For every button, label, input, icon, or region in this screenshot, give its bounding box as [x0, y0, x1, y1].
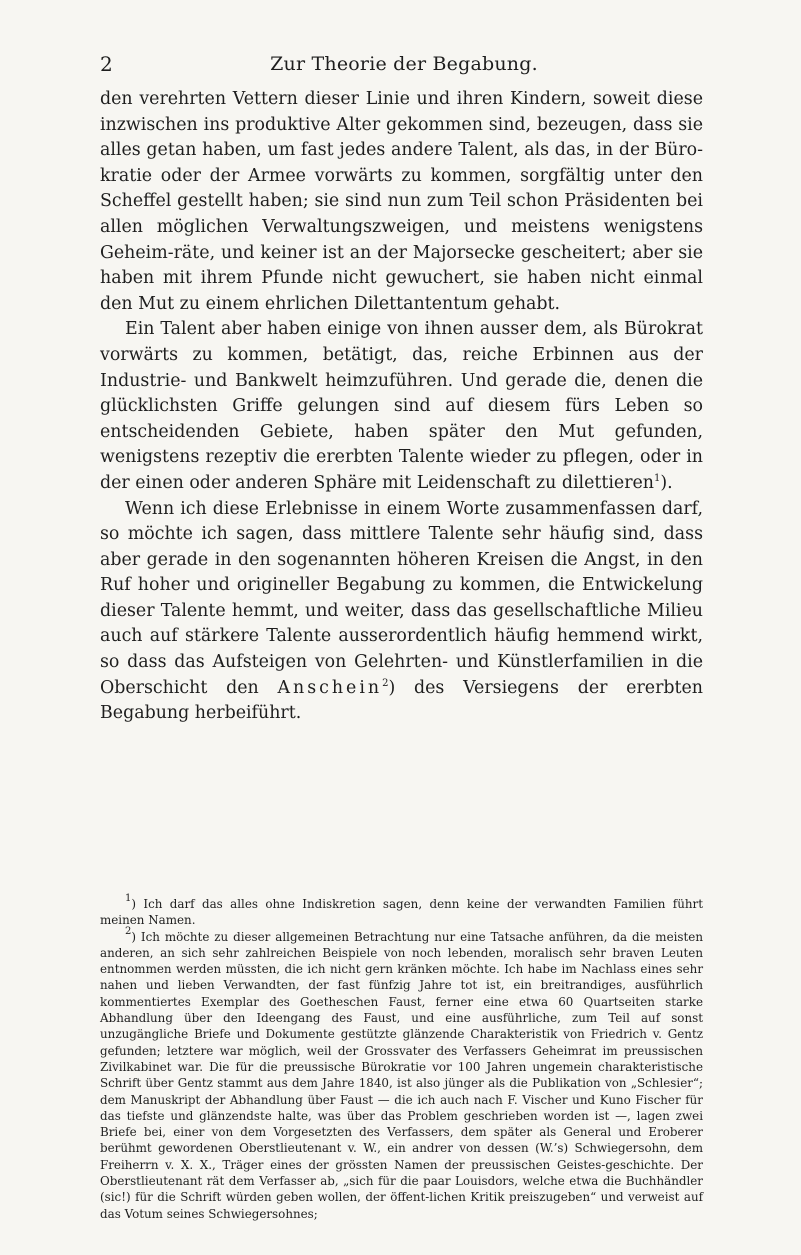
paragraph-1: den verehrten Vettern dieser Linie und ihren Kindern, soweit diese inzwischen ins produktive Alter gekommen sind, bezeugen, dass sie alles getan haben, um fast jedes andere Talent, als das, in der Büro-kratie oder der Armee vorwärts zu kommen, sorgfältig unter den Scheffel gestellt haben; sie sind nun zum Teil schon Präsidenten bei allen möglichen Verwaltungszweigen, und meistens wenigstens Geheim-räte, und keiner ist an der Majorsecke gescheitert; aber sie haben mit ihrem Pfunde nicht gewuchert, sie haben nicht einmal den Mut zu einem ehrlichen Dilettantentum gehabt. — [100, 89, 703, 314]
paragraph-3-text: Wenn ich diese Erlebnisse in einem Worte zusammenfassen darf, so möchte ich sagen, dass mittlere Talente sehr häufig sind, dass aber gerade in den sogenannten höheren Kreisen die Angst, in den Ruf hoher und origineller Begabung zu kommen, die Entwickelung dieser Talente hemmt, und weiter, dass das gesellschaftliche Milieu auch auf stärkere Talente ausserordentlich häufig hemmend wirkt, so dass das Aufsteigen von Gelehrten- und Künstlerfamilien in die Oberschicht den — [100, 498, 703, 698]
footnote-ref-2: 2 — [382, 677, 389, 689]
footnote-1 — [100, 893, 703, 929]
paragraph-2-text: Ein Talent aber haben einige von ihnen ausser dem, als Bürokrat vorwärts zu kommen, betätigt, das, reiche Erbinnen aus der Industrie- und Bankwelt heimzuführen. Und gerade die, denen die glücklichsten Griffe gelungen sind auf diesem fürs Leben so entscheidenden Gebiete, haben später den Mut gefunden, wenigstens rezeptiv die ererbten Talente wieder zu pflegen, oder in der einen oder anderen Sphäre mit Leidenschaft zu dilettieren — [100, 319, 703, 493]
spaced-word: Anschein — [277, 677, 383, 698]
footnote-2-mark: 2 — [125, 925, 132, 937]
paragraph-2-end: ). — [660, 472, 673, 493]
footnote-ref-1: 1 — [654, 472, 661, 484]
running-title: Zur Theorie der Begabung. — [270, 53, 538, 75]
footnote-1-text: ) Ich darf das alles ohne Indiskretion sagen, denn keine der verwandten Familien führt meinen Namen. — [100, 897, 703, 928]
footnote-1-mark: 1 — [125, 893, 132, 904]
page-number: 2 — [100, 52, 113, 76]
footnote-2-text: ) Ich möchte zu dieser allgemeinen Betrachtung nur eine Tatsache anführen, da die meisten anderen, an sich sehr zahlreichen Beispiele von noch lebenden, moralisch sehr braven Leuten entnommen werden müssten, die ich nicht gern kränken möchte. Ich habe im Nachlass eines sehr nahen und lieben Verwandten, der fast fünfzig Jahre tot ist, ein breitrandiges, ausführlich kommentiertes Exemplar des Goetheschen Faust, ferner eine etwa 60 Quartseiten starke Abhandlung über den Ideengang des Faust, und eine ausführliche, zum Teil auf sonst unzugängliche Briefe und Dokumente gestützte glänzende Charakteristik von Friedrich v. Gentz gefunden; letztere war möglich, weil der Grossvater des Verfassers Geheimrat im preussischen Zivilkabinet war. Die für die preussische Bürokratie vor 100 Jahren ungemein charakteristische Schrift über Gentz stammt aus dem Jahre 1840, ist also jünger als die Publikation von „Schlesier“; dem Manuskript der Abhandlung über Faust — die ich auch nach F. Vischer und Kuno Fischer für das tiefste und glänzendste halte, was über das Problem geschrieben worden ist —, lagen zwei Briefe bei, einer von dem Vorgesetzten des Verfassers, dem später als General und Eroberer berühmt gewordenen Oberstlieutenant v. W., ein andrer von dessen (W.’s) Schwiegersohn, dem Freiherrn v. X. X., Träger eines der grössten Namen der preussischen Geistes-geschichte. Der Oberstlieutenant rät dem Verfasser ab, „sich für die paar Louisdors, welche etwa die Buchhändler (sic!) für die Schrift würden geben wollen, der öffent-lichen Kritik preiszugeben“ und verweist auf das Votum seines Schwiegersohnes; — [100, 929, 703, 1221]
footnotes — [100, 893, 703, 1222]
paragraph-3-end: ) des Versiegens der ererbten Begabung herbeiführt. — [100, 677, 704, 724]
main-text — [100, 87, 703, 727]
paragraph-2 — [100, 317, 703, 496]
paragraph-3 — [100, 497, 703, 727]
footnote-2 — [100, 925, 703, 1222]
page-header — [100, 49, 708, 79]
